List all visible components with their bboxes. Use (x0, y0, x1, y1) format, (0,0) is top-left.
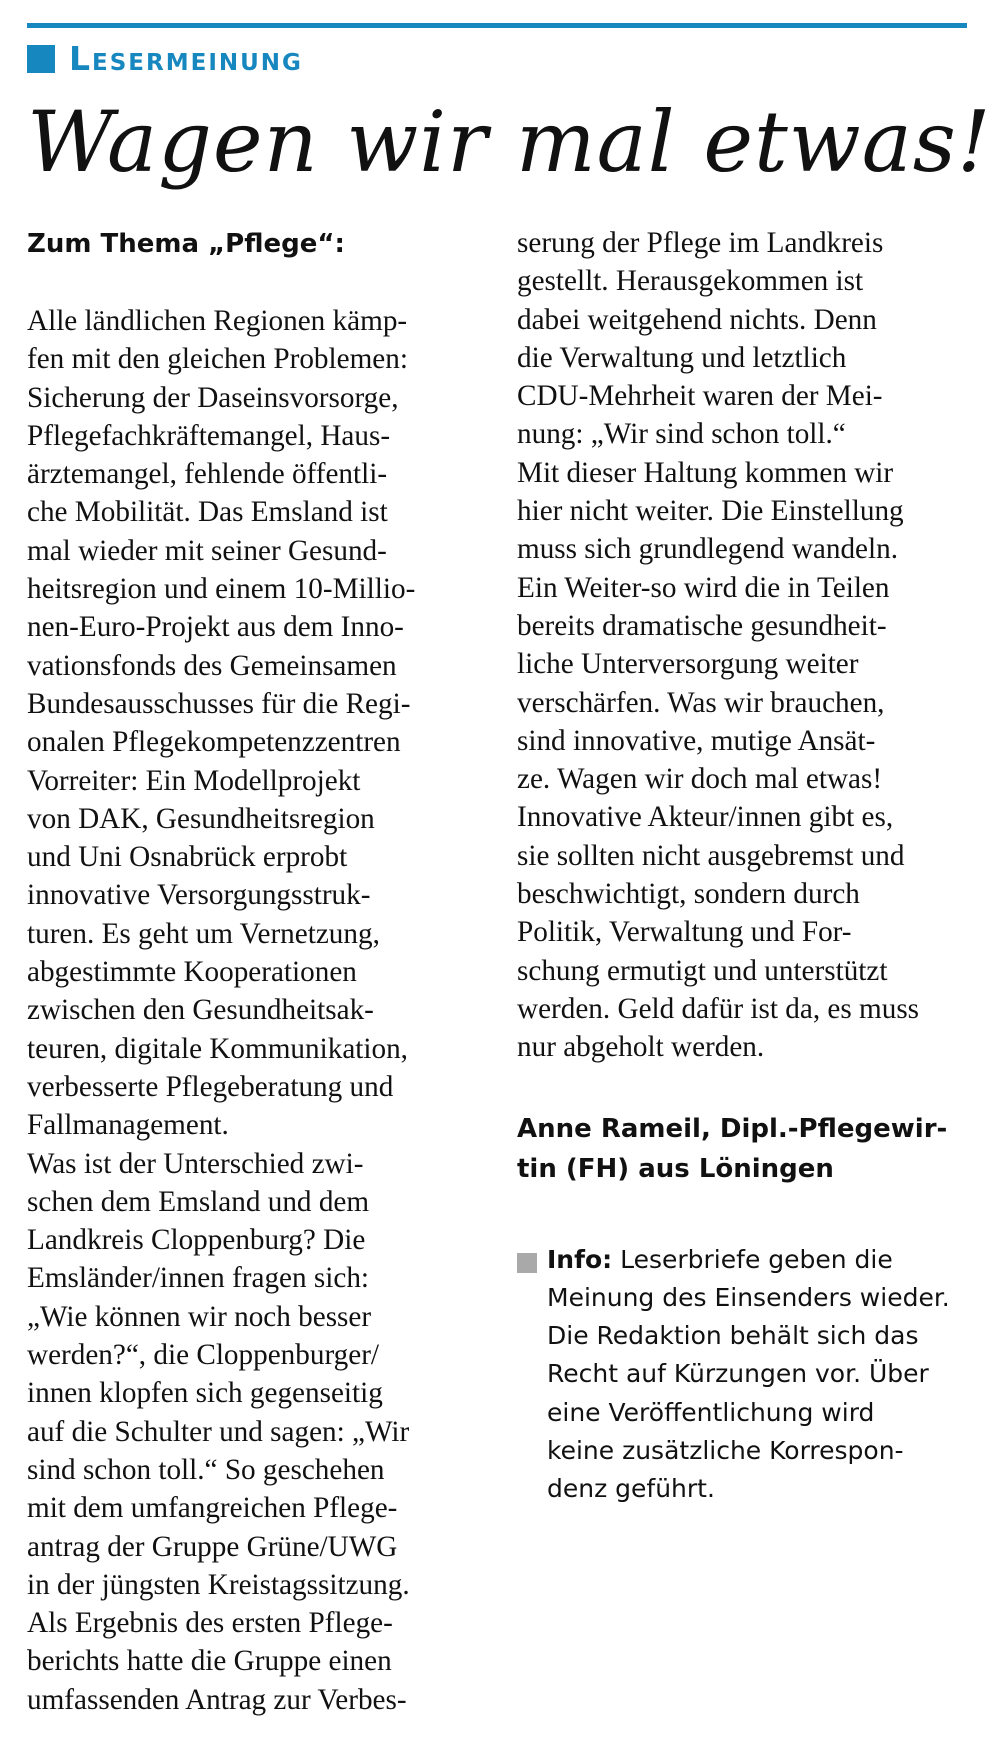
body-text-line: heitsregion und einem 10-Millio- (27, 573, 416, 606)
info-box (517, 1241, 972, 1509)
info-line: eine Veröffentlichung wird (547, 1397, 875, 1427)
body-text-line: gestellt. Herausgekommen ist (517, 265, 864, 298)
body-text-line: Politik, Verwaltung und For- (517, 916, 852, 949)
body-text-line: Bundesausschusses für die Regi- (27, 687, 411, 720)
body-text-line: liche Unterversorgung weiter (517, 648, 859, 681)
body-text-line: teuren, digitale Kommunikation, (27, 1032, 408, 1065)
body-text-line: zwischen den Gesundheitsak- (27, 994, 374, 1027)
body-text-line: ze. Wagen wir doch mal etwas! (517, 763, 883, 796)
info-line: keine zusätzliche Korrespon- (547, 1436, 904, 1466)
body-text-line: werden. Geld dafür ist da, es muss (517, 992, 920, 1025)
body-text-line: nung: „Wir sind schon toll.“ (517, 418, 846, 451)
body-text-line: die Verwaltung und letztlich (517, 341, 847, 374)
body-text-line: innen klopfen sich gegenseitig (27, 1377, 383, 1410)
body-text-line: Fallmanagement. (27, 1109, 229, 1142)
body-text-line: Pflegefachkräftemangel, Haus- (27, 419, 391, 452)
left-column-body (27, 302, 472, 1719)
body-text-line: Vorreiter: Ein Modellprojekt (27, 764, 361, 797)
body-text-line: umfassenden Antrag zur Verbes- (27, 1683, 407, 1716)
body-text-line: Emsländer/innen fragen sich: (27, 1262, 370, 1295)
body-text-line: innovative Versorgungsstruk- (27, 879, 371, 912)
info-label: Info: (547, 1244, 613, 1274)
body-text-line: antrag der Gruppe Grüne/UWG (27, 1530, 398, 1563)
rubric-label: Lesermeinung (69, 39, 303, 78)
body-text-line: nen-Euro-Projekt aus dem Inno- (27, 611, 404, 644)
body-text-line: verschärfen. Was wir brauchen, (517, 686, 885, 719)
info-line-text: Leserbriefe geben die (620, 1244, 893, 1274)
body-text-line: Innovative Akteur/innen gibt es, (517, 801, 894, 834)
body-text-line: sind innovative, mutige Ansät- (517, 724, 876, 757)
subject-line: Zum Thema „Pflege“: (27, 229, 345, 259)
body-text-line: werden?“, die Cloppenburger/ (27, 1339, 380, 1372)
author-line: tin (FH) aus Löningen (517, 1153, 834, 1184)
author-signature (517, 1109, 972, 1189)
right-column-body (517, 224, 972, 1067)
body-text-line: schung ermutigt und unterstützt (517, 954, 888, 987)
info-line: Recht auf Kürzungen vor. Über (547, 1359, 929, 1389)
info-line: Die Redaktion behält sich das (547, 1321, 919, 1351)
body-text-line: Ein Weiter-so wird die in Teilen (517, 571, 890, 604)
info-square-icon (517, 1253, 537, 1273)
body-text-line: in der jüngsten Kreistagssitzung. (27, 1568, 410, 1601)
headline: Wagen wir mal etwas! (27, 93, 992, 191)
body-text-line: sie sollten nicht ausgebremst und (517, 839, 905, 872)
body-text-line: fen mit den gleichen Problemen: (27, 343, 408, 376)
body-text-line: ärztemangel, fehlende öffentli- (27, 458, 388, 491)
info-line: Meinung des Einsenders wieder. (547, 1282, 950, 1312)
body-text-line: turen. Es geht um Vernetzung, (27, 917, 380, 950)
body-text-line: mal wieder mit seiner Gesund- (27, 534, 387, 567)
body-text-line: „Wie können wir noch besser (27, 1300, 372, 1333)
info-line (547, 1241, 972, 1279)
section-rubric (27, 39, 303, 78)
body-text-line: dabei weitgehend nichts. Denn (517, 303, 877, 336)
body-text-line: auf die Schulter und sagen: „Wir (27, 1415, 410, 1448)
body-text-line: Sicherung der Daseinsvorsorge, (27, 381, 399, 414)
body-text-line: muss sich grundlegend wandeln. (517, 533, 898, 566)
body-text-line: vationsfonds des Gemeinsamen (27, 649, 397, 682)
body-text-line: Was ist der Unterschied zwi- (27, 1147, 364, 1180)
body-text-line: onalen Pflegekompetenzzentren (27, 726, 401, 759)
body-text-line: sind schon toll.“ So geschehen (27, 1453, 385, 1486)
body-text-line: nur abgeholt werden. (517, 1031, 765, 1064)
body-text-line: abgestimmte Kooperationen (27, 956, 357, 989)
body-text-line: bereits dramatische gesundheit- (517, 609, 887, 642)
right-column (517, 224, 972, 1509)
left-column (27, 224, 472, 1719)
body-text-line: schen dem Emsland und dem (27, 1185, 370, 1218)
body-text-line: Alle ländlichen Regionen kämp- (27, 305, 408, 337)
body-text-line: Landkreis Cloppenburg? Die (27, 1224, 366, 1257)
body-text-line: von DAK, Gesundheitsregion (27, 802, 375, 835)
author-line: Anne Rameil, Dipl.-Pflegewir- (517, 1113, 948, 1144)
body-text-line: che Mobilität. Das Emsland ist (27, 496, 388, 529)
top-rule (27, 23, 967, 28)
info-text (547, 1241, 972, 1509)
body-text-line: berichts hatte die Gruppe einen (27, 1645, 392, 1678)
info-line: denz geführt. (547, 1474, 715, 1504)
body-text-line: und Uni Osnabrück erprobt (27, 841, 348, 874)
body-text-line: mit dem umfangreichen Pflege- (27, 1492, 398, 1525)
body-text-line: CDU-Mehrheit waren der Mei- (517, 380, 883, 413)
rubric-square-icon (27, 45, 55, 73)
body-text-line: Mit dieser Haltung kommen wir (517, 456, 894, 489)
body-text-line: beschwichtigt, sondern durch (517, 878, 860, 911)
body-text-line: verbesserte Pflegeberatung und (27, 1070, 394, 1103)
body-text-line: hier nicht weiter. Die Einstellung (517, 495, 904, 528)
body-text-line: serung der Pflege im Landkreis (517, 227, 884, 259)
body-text-line: Als Ergebnis des ersten Pflege- (27, 1607, 393, 1640)
